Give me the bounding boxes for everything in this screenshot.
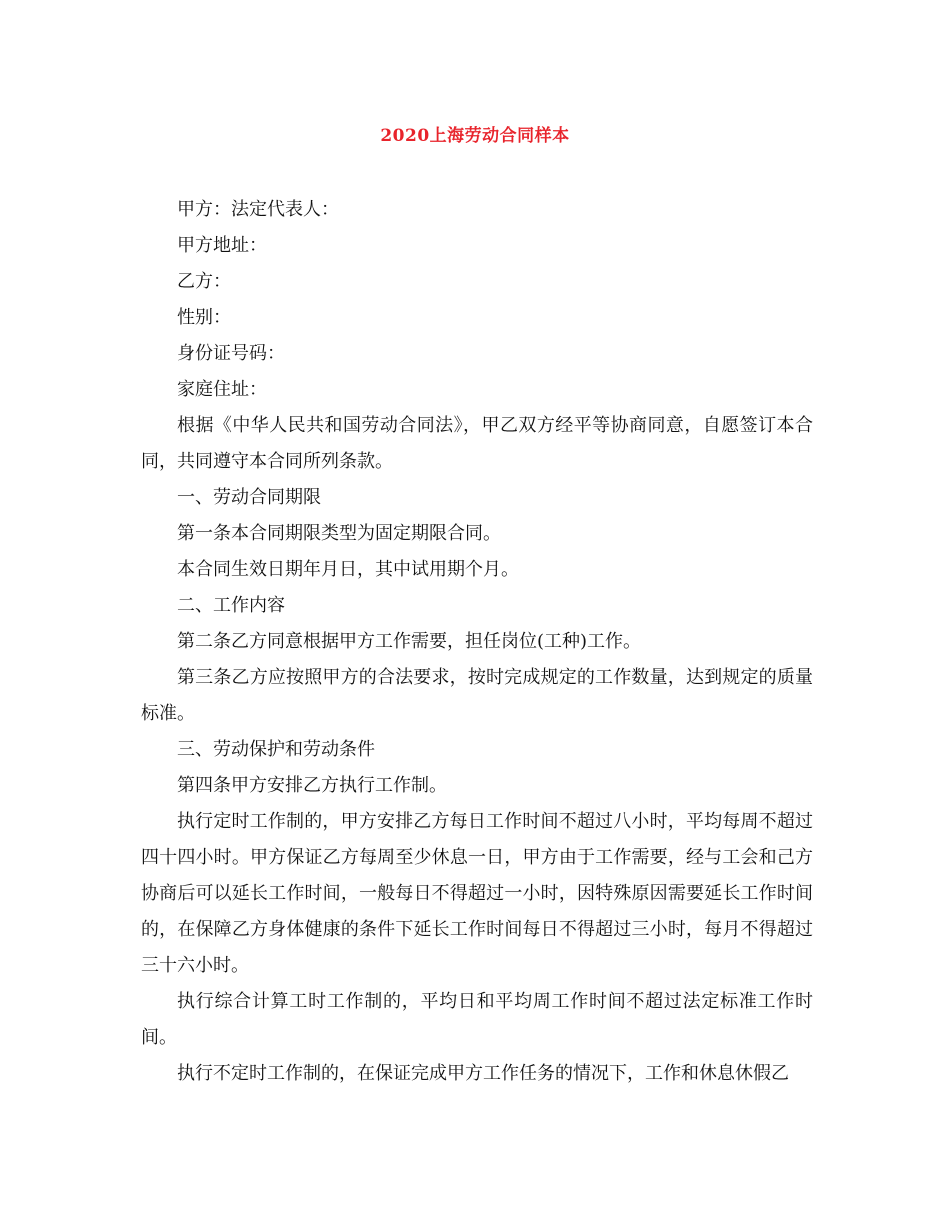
paragraph-comprehensive-hours: 执行综合计算工时工作制的，平均日和平均周工作时间不超过法定标准工作时间。	[141, 991, 813, 1048]
paragraph-fixed-hours: 执行定时工作制的，甲方安排乙方每日工作时间不超过八小时，平均每周不超过四十四小时。甲方保证乙方每周至少休息一日，甲方由于工作需要，经与工会和己方协商后可以延长工作时间，一般每日不得超过一小时，因特殊原因需要延长工作时间的，在保障乙方身体健康的条件下延长工作时间每日不得超过三小时，每月不得超过三十六小时。	[141, 811, 813, 976]
document-title: 2020上海劳动合同样本	[380, 126, 570, 146]
paragraph-party-a-address: 甲方地址：	[177, 235, 267, 256]
document-body	[141, 192, 813, 1092]
article-2: 第二条乙方同意根据甲方工作需要，担任岗位(工种)工作。	[177, 631, 642, 652]
paragraph-party-b: 乙方：	[177, 271, 231, 292]
section-heading-work-content: 二、工作内容	[177, 595, 285, 616]
paragraph-effective-date: 本合同生效日期年月日，其中试用期个月。	[177, 559, 519, 580]
paragraph-home-address: 家庭住址：	[177, 379, 267, 400]
section-heading-labor-protection: 三、劳动保护和劳动条件	[177, 739, 375, 760]
paragraph-flexible-hours: 执行不定时工作制的，在保证完成甲方工作任务的情况下，工作和休息休假乙	[177, 1063, 789, 1084]
article-1: 第一条本合同期限类型为固定期限合同。	[177, 523, 501, 544]
section-heading-term: 一、劳动合同期限	[177, 487, 321, 508]
paragraph-gender: 性别：	[177, 307, 231, 328]
paragraph-id-number: 身份证号码：	[177, 343, 285, 364]
article-4: 第四条甲方安排乙方执行工作制。	[177, 775, 447, 796]
paragraph-party-a: 甲方：法定代表人：	[177, 199, 339, 220]
article-3: 第三条乙方应按照甲方的合法要求，按时完成规定的工作数量，达到规定的质量标准。	[141, 667, 813, 724]
paragraph-preamble: 根据《中华人民共和国劳动合同法》，甲乙双方经平等协商同意，自愿签订本合同，共同遵守本合同所列条款。	[141, 415, 813, 472]
